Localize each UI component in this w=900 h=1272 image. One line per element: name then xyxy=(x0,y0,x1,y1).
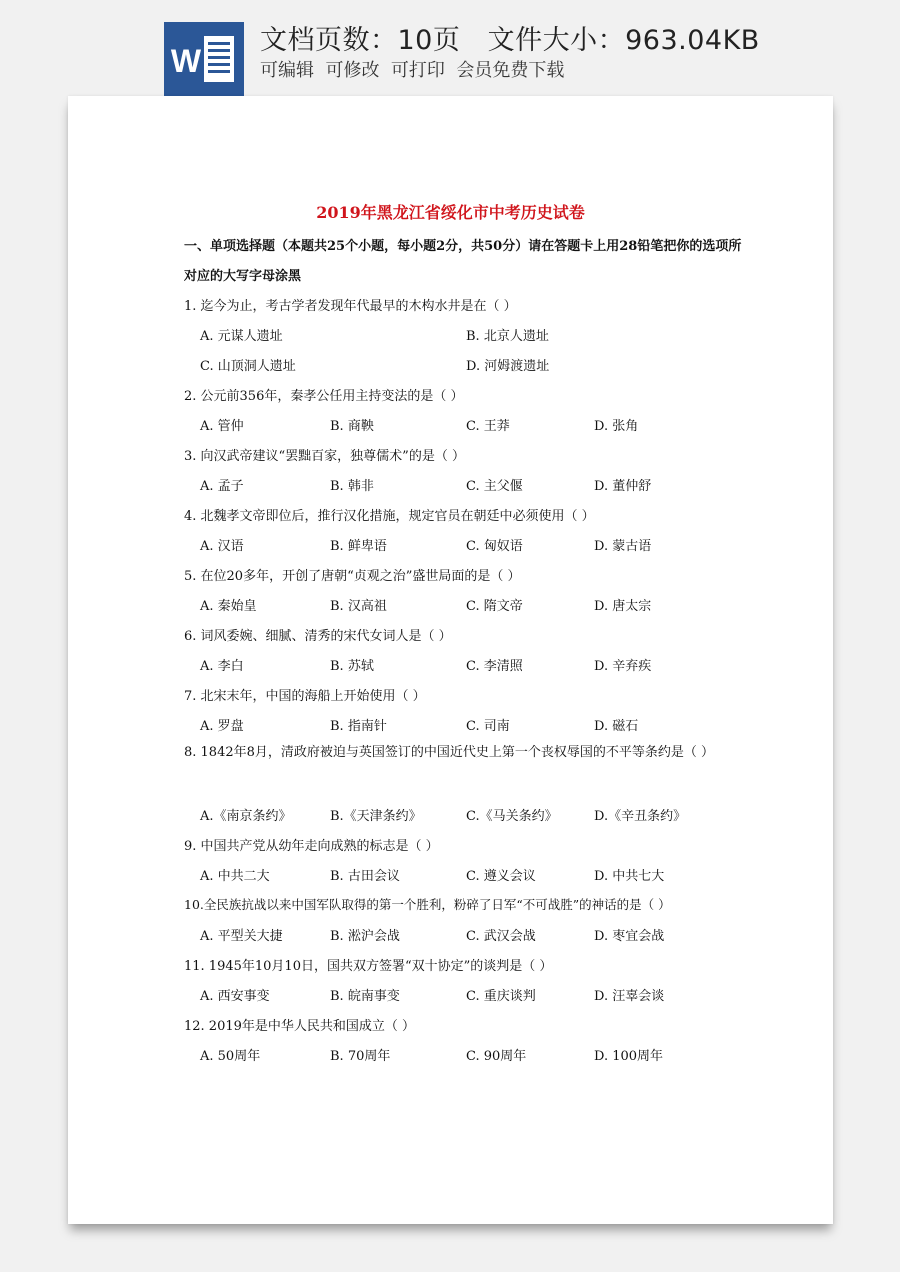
option-2a: A. 管仲 xyxy=(200,419,244,434)
question-6: 6. 词风委婉、细腻、清秀的宋代女词人是（ ） xyxy=(184,629,452,644)
file-features: 可编辑 可修改 可打印 会员免费下载 xyxy=(260,60,565,81)
file-info: 文档页数：10页 文件大小：963.04KB xyxy=(260,25,760,56)
option-2c: C. 王莽 xyxy=(466,419,510,434)
question-9: 9. 中国共产党从幼年走向成熟的标志是（ ） xyxy=(184,839,439,854)
option-11c: C. 重庆谈判 xyxy=(466,989,536,1004)
option-10a: A. 平型关大捷 xyxy=(200,929,283,944)
option-4c: C. 匈奴语 xyxy=(466,539,523,554)
option-12c: C. 90周年 xyxy=(466,1049,527,1064)
option-10c: C. 武汉会战 xyxy=(466,929,536,944)
option-8b: B.《天津条约》 xyxy=(330,809,422,824)
question-3: 3. 向汉武帝建议“罢黜百家，独尊儒术”的是（ ） xyxy=(184,449,465,464)
question-8: 8. 1842年8月，清政府被迫与英国签订的中国近代史上第一个丧权辱国的不平等条约是（ ） xyxy=(184,745,715,760)
option-9d: D. 中共七大 xyxy=(594,869,665,884)
option-12a: A. 50周年 xyxy=(200,1049,261,1064)
option-8d: D.《辛丑条约》 xyxy=(594,809,687,824)
document-title: 2019年黑龙江省绥化市中考历史试卷 xyxy=(316,203,585,222)
option-11b: B. 皖南事变 xyxy=(330,989,400,1004)
option-6c: C. 李清照 xyxy=(466,659,523,674)
option-7c: C. 司南 xyxy=(466,719,510,734)
svg-text:W: W xyxy=(170,43,202,79)
option-1d: D. 河姆渡遗址 xyxy=(466,359,550,374)
question-1: 1. 迄今为止，考古学者发现年代最早的木构水井是在（ ） xyxy=(184,299,517,314)
option-3d: D. 董仲舒 xyxy=(594,479,652,494)
option-9a: A. 中共二大 xyxy=(200,869,270,884)
option-12b: B. 70周年 xyxy=(330,1049,391,1064)
section-heading: 一、单项选择题（本题共25个小题，每小题2分，共50分）请在答题卡上用28铅笔把你的选项所对应的大写字母涂黑 xyxy=(184,239,742,284)
option-6d: D. 辛弃疾 xyxy=(594,659,652,674)
option-1c: C. 山顶洞人遗址 xyxy=(200,359,296,374)
option-2d: D. 张角 xyxy=(594,419,639,434)
option-9b: B. 古田会议 xyxy=(330,869,400,884)
option-4d: D. 蒙古语 xyxy=(594,539,652,554)
question-5: 5. 在位20多年，开创了唐朝“贞观之治”盛世局面的是（ ） xyxy=(184,569,521,584)
option-12d: D. 100周年 xyxy=(594,1049,664,1064)
option-4a: A. 汉语 xyxy=(200,539,244,554)
option-5a: A. 秦始皇 xyxy=(200,599,257,614)
option-4b: B. 鲜卑语 xyxy=(330,539,387,554)
option-10b: B. 淞沪会战 xyxy=(330,929,400,944)
question-10: 10.全民族抗战以来中国军队取得的第一个胜利，粉碎了日军“不可战胜”的神话的是（ ） xyxy=(184,897,671,912)
download-banner xyxy=(0,0,900,100)
option-8c: C.《马关条约》 xyxy=(466,809,558,824)
question-12: 12. 2019年是中华人民共和国成立（ ） xyxy=(184,1019,416,1034)
option-5b: B. 汉高祖 xyxy=(330,599,387,614)
question-7: 7. 北宋末年，中国的海船上开始使用（ ） xyxy=(184,689,426,704)
option-1a: A. 元谋人遗址 xyxy=(200,329,283,344)
option-10d: D. 枣宜会战 xyxy=(594,929,665,944)
option-1b: B. 北京人遗址 xyxy=(466,329,549,344)
option-6a: A. 李白 xyxy=(200,659,244,674)
option-8a: A.《南京条约》 xyxy=(200,809,292,824)
document-page xyxy=(68,96,833,1224)
question-4: 4. 北魏孝文帝即位后，推行汉化措施，规定官员在朝廷中必须使用（ ） xyxy=(184,509,595,524)
option-5c: C. 隋文帝 xyxy=(466,599,523,614)
option-3b: B. 韩非 xyxy=(330,479,374,494)
option-3a: A. 孟子 xyxy=(200,479,244,494)
option-6b: B. 苏轼 xyxy=(330,659,374,674)
option-7d: D. 磁石 xyxy=(594,719,639,734)
option-7a: A. 罗盘 xyxy=(200,719,244,734)
option-7b: B. 指南针 xyxy=(330,719,387,734)
option-3c: C. 主父偃 xyxy=(466,479,523,494)
question-11: 11. 1945年10月10日，国共双方签署“双十协定”的谈判是（ ） xyxy=(184,959,553,974)
option-11a: A. 西安事变 xyxy=(200,989,270,1004)
option-5d: D. 唐太宗 xyxy=(594,599,652,614)
option-9c: C. 遵义会议 xyxy=(466,869,536,884)
word-icon xyxy=(164,22,244,96)
question-2: 2. 公元前356年，秦孝公任用主持变法的是（ ） xyxy=(184,389,464,404)
option-11d: D. 汪辜会谈 xyxy=(594,989,665,1004)
option-2b: B. 商鞅 xyxy=(330,419,374,434)
